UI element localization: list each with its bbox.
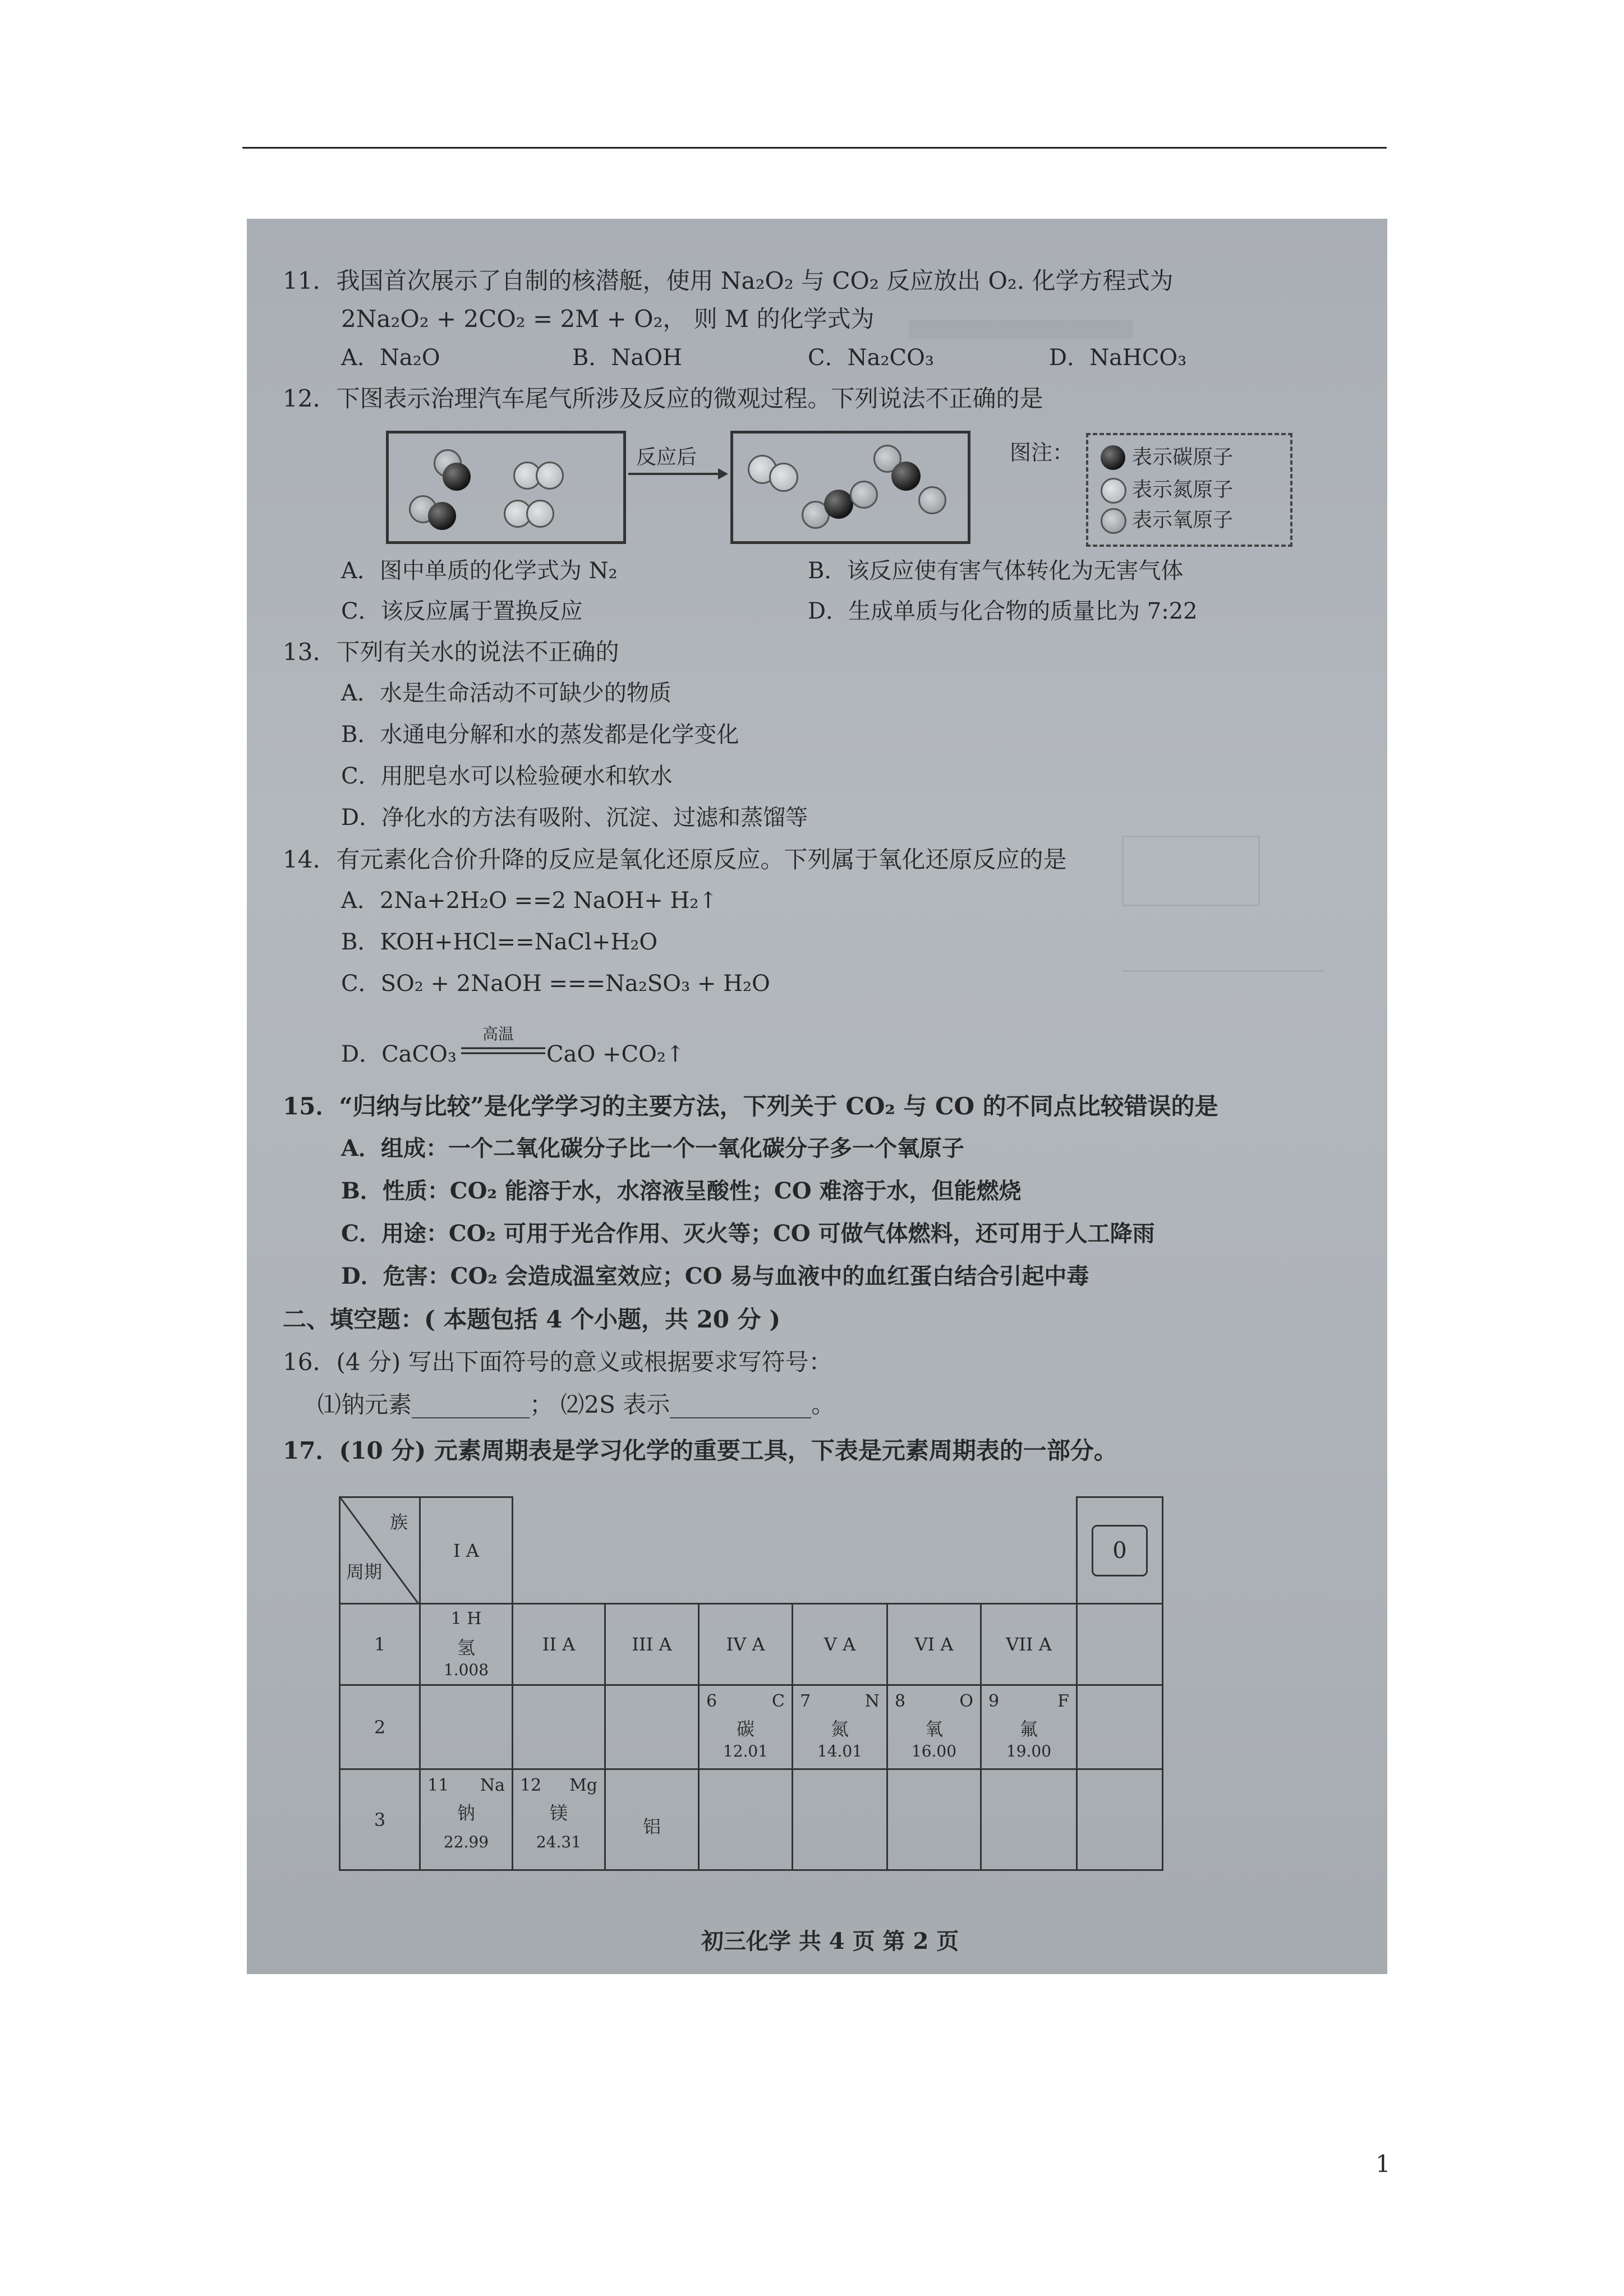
- empty-cell: [513, 1685, 605, 1769]
- bleed-through-mark: [909, 320, 1133, 339]
- q13-option-c: C．用肥皂水可以检验硬水和软水: [341, 763, 673, 789]
- q12-stem: 12．下图表示治理汽车尾气所涉及反应的微观过程。下列说法不正确的是: [283, 385, 1043, 412]
- element-cell-hydrogen: [420, 1604, 513, 1685]
- q11-equation: 2Na₂O₂ + 2CO₂ = 2M + O₂， 则 M 的化学式为: [341, 305, 875, 333]
- atomic-mass: 19.00: [1006, 1742, 1052, 1760]
- period-3-label: 3: [340, 1769, 420, 1870]
- group-4-header: IV A: [699, 1604, 793, 1685]
- carbon-atom-icon: [824, 490, 853, 519]
- q11-option-d: D．NaHCO₃: [1049, 345, 1187, 371]
- empty-cell: [981, 1769, 1077, 1870]
- atom-legend: [1086, 433, 1292, 547]
- atomic-number: 12: [520, 1776, 542, 1795]
- nitrogen-atom-icon: [1101, 478, 1126, 504]
- q15-option-c: C．用途：CO₂ 可用于光合作用、灭火等；CO 可做气体燃料，还可用于人工降雨: [341, 1220, 1155, 1247]
- header-rule: [242, 147, 1387, 149]
- element-name: 铝: [642, 1816, 661, 1837]
- empty-cell: [699, 1769, 793, 1870]
- carbon-atom-icon: [1101, 445, 1125, 470]
- atomic-number: 1: [450, 1609, 462, 1629]
- q15-option-b: B．性质：CO₂ 能溶于水，水溶液呈酸性；CO 难溶于水，但能燃烧: [341, 1178, 1022, 1204]
- q15-stem: 15．“归纳与比较”是化学学习的主要方法，下列关于 CO₂ 与 CO 的不同点比较错误的是: [283, 1092, 1218, 1120]
- q11-option-a: A．Na₂O: [341, 345, 440, 371]
- carbon-atom-icon: [443, 463, 471, 491]
- group-6-header: VI A: [887, 1604, 981, 1685]
- element-cell-nitrogen: [793, 1685, 887, 1769]
- q16-blanks: ⑴钠元素__________； ⑵2S 表示____________。: [318, 1391, 835, 1418]
- atomic-number: 8: [895, 1691, 906, 1711]
- q16-stem: 16．(4 分) 写出下面符号的意义或根据要求写符号：: [283, 1348, 832, 1376]
- element-name: 钠: [457, 1802, 475, 1824]
- group-1-header: I A: [420, 1497, 513, 1604]
- atomic-mass: 22.99: [443, 1833, 489, 1851]
- atomic-number: 11: [427, 1776, 449, 1795]
- element-name: 氟: [1019, 1718, 1038, 1740]
- q14-option-b: B．KOH+HCl==NaCl+H₂O: [341, 929, 658, 955]
- atomic-mass: 12.01: [723, 1742, 769, 1760]
- empty-cell: [420, 1685, 513, 1769]
- legend-carbon: 表示碳原子: [1132, 446, 1234, 469]
- q14-option-d-products: CaO +CO₂↑: [546, 1041, 685, 1067]
- table-corner: [340, 1497, 420, 1604]
- q14-option-c: C．SO₂ + 2NaOH ===Na₂SO₃ + H₂O: [341, 971, 770, 997]
- corner-period-label: 周期: [346, 1561, 383, 1583]
- legend-nitrogen: 表示氮原子: [1132, 478, 1234, 501]
- empty-cell: [1077, 1685, 1163, 1769]
- q14-option-a: A．2Na+2H₂O ==2 NaOH+ H₂↑: [341, 888, 717, 914]
- q12-option-b: B．该反应使有害气体转化为无害气体: [808, 558, 1184, 584]
- section-2-heading: 二、填空题：( 本题包括 4 个小题，共 20 分 ): [283, 1306, 781, 1333]
- reaction-arrow-label: 反应后: [636, 446, 697, 469]
- element-cell-magnesium: [513, 1769, 605, 1870]
- q11-option-c: C．Na₂CO₃: [808, 345, 934, 371]
- empty-cell: [1077, 1769, 1163, 1870]
- corner-group-label: 族: [389, 1511, 408, 1533]
- atomic-mass: 1.008: [443, 1661, 489, 1679]
- oxygen-atom-icon: [918, 486, 946, 514]
- empty-cell: [605, 1685, 699, 1769]
- period-2-label: 2: [340, 1685, 420, 1769]
- q12-option-d: D．生成单质与化合物的质量比为 7:22: [808, 598, 1198, 624]
- periodic-table: [339, 1496, 1163, 1871]
- oxygen-atom-icon: [1101, 508, 1126, 534]
- q14-stem: 14．有元素化合价升降的反应是氧化还原反应。下列属于氧化还原反应的是: [283, 846, 1067, 873]
- legend-title: 图注：: [1010, 440, 1074, 465]
- atomic-number: 7: [800, 1691, 811, 1711]
- atomic-mass: 14.01: [817, 1742, 863, 1760]
- equals-sign-icon: [461, 1045, 545, 1057]
- reaction-arrow-icon: [628, 465, 729, 482]
- atomic-number: 9: [988, 1691, 1000, 1711]
- element-symbol: Mg: [569, 1776, 597, 1795]
- element-cell-carbon: [699, 1685, 793, 1769]
- group-2-header: II A: [513, 1604, 605, 1685]
- group-0-period-1: [1077, 1604, 1163, 1685]
- element-cell-fluorine: [981, 1685, 1077, 1769]
- q11-stem: 11．我国首次展示了自制的核潜艇，使用 Na₂O₂ 与 CO₂ 反应放出 O₂. 化学方程式为: [283, 267, 1174, 294]
- q17-stem: 17．(10 分) 元素周期表是学习化学的重要工具，下表是元素周期表的一部分。: [283, 1437, 1117, 1464]
- atomic-mass: 16.00: [911, 1742, 957, 1760]
- legend-oxygen: 表示氧原子: [1132, 509, 1234, 532]
- group-0-label: 0: [1092, 1525, 1147, 1576]
- element-name: 氢: [457, 1637, 475, 1658]
- empty-cell: [887, 1769, 981, 1870]
- q12-option-a: A．图中单质的化学式为 N₂: [341, 558, 618, 584]
- group-0-header: [1077, 1497, 1163, 1604]
- table-gap: [513, 1497, 1077, 1604]
- element-name: 镁: [549, 1802, 568, 1824]
- reactants-box: [386, 431, 626, 544]
- products-box: [730, 431, 970, 544]
- group-5-header: V A: [793, 1604, 887, 1685]
- carbon-atom-icon: [428, 502, 456, 530]
- element-cell-sodium: [420, 1769, 513, 1870]
- carbon-atom-icon: [891, 462, 921, 491]
- element-name: 碳: [736, 1718, 755, 1740]
- oxygen-atom-icon: [850, 481, 878, 509]
- q13-option-d: D．净化水的方法有吸附、沉淀、过滤和蒸馏等: [341, 805, 808, 831]
- element-symbol: N: [864, 1691, 880, 1711]
- nitrogen-atom-icon: [536, 462, 564, 490]
- q15-option-a: A．组成：一个二氧化碳分子比一个一氧化碳分子多一个氧原子: [341, 1135, 965, 1161]
- period-1-label: 1: [340, 1604, 420, 1685]
- q14-option-d-reactant: D．CaCO₃: [341, 1041, 457, 1067]
- element-symbol: C: [772, 1691, 785, 1711]
- element-symbol: H: [467, 1609, 482, 1629]
- q13-option-a: A．水是生命活动不可缺少的物质: [341, 680, 671, 706]
- element-cell-oxygen: [887, 1685, 981, 1769]
- page-number: 1: [1375, 2150, 1391, 2178]
- element-symbol: O: [959, 1691, 973, 1711]
- bleed-through-line: [1122, 970, 1324, 972]
- bleed-through-box: [1122, 836, 1260, 906]
- element-symbol: F: [1057, 1691, 1069, 1711]
- element-name: 氮: [830, 1718, 849, 1740]
- element-symbol: Na: [480, 1776, 505, 1795]
- nitrogen-atom-icon: [769, 463, 798, 492]
- group-7-header: VII A: [981, 1604, 1077, 1685]
- q11-option-b: B．NaOH: [572, 345, 682, 371]
- q14-option-d-condition: 高温: [482, 1025, 514, 1043]
- group-3-header: III A: [605, 1604, 699, 1685]
- element-cell-aluminum: [605, 1769, 699, 1870]
- q15-option-d: D．危害：CO₂ 会造成温室效应；CO 易与血液中的血红蛋白结合引起中毒: [341, 1263, 1089, 1289]
- hydrogen-number-symbol: [421, 1609, 512, 1629]
- atomic-number: 6: [706, 1691, 717, 1711]
- nitrogen-atom-icon: [526, 500, 554, 528]
- atomic-mass: 24.31: [536, 1833, 582, 1851]
- element-name: 氧: [924, 1718, 943, 1740]
- exam-footer: 初三化学 共 4 页 第 2 页: [701, 1928, 959, 1954]
- q13-stem: 13．下列有关水的说法不正确的: [283, 638, 619, 666]
- q13-option-b: B．水通电分解和水的蒸发都是化学变化: [341, 722, 739, 748]
- empty-cell: [793, 1769, 887, 1870]
- q12-option-c: C．该反应属于置换反应: [341, 598, 583, 624]
